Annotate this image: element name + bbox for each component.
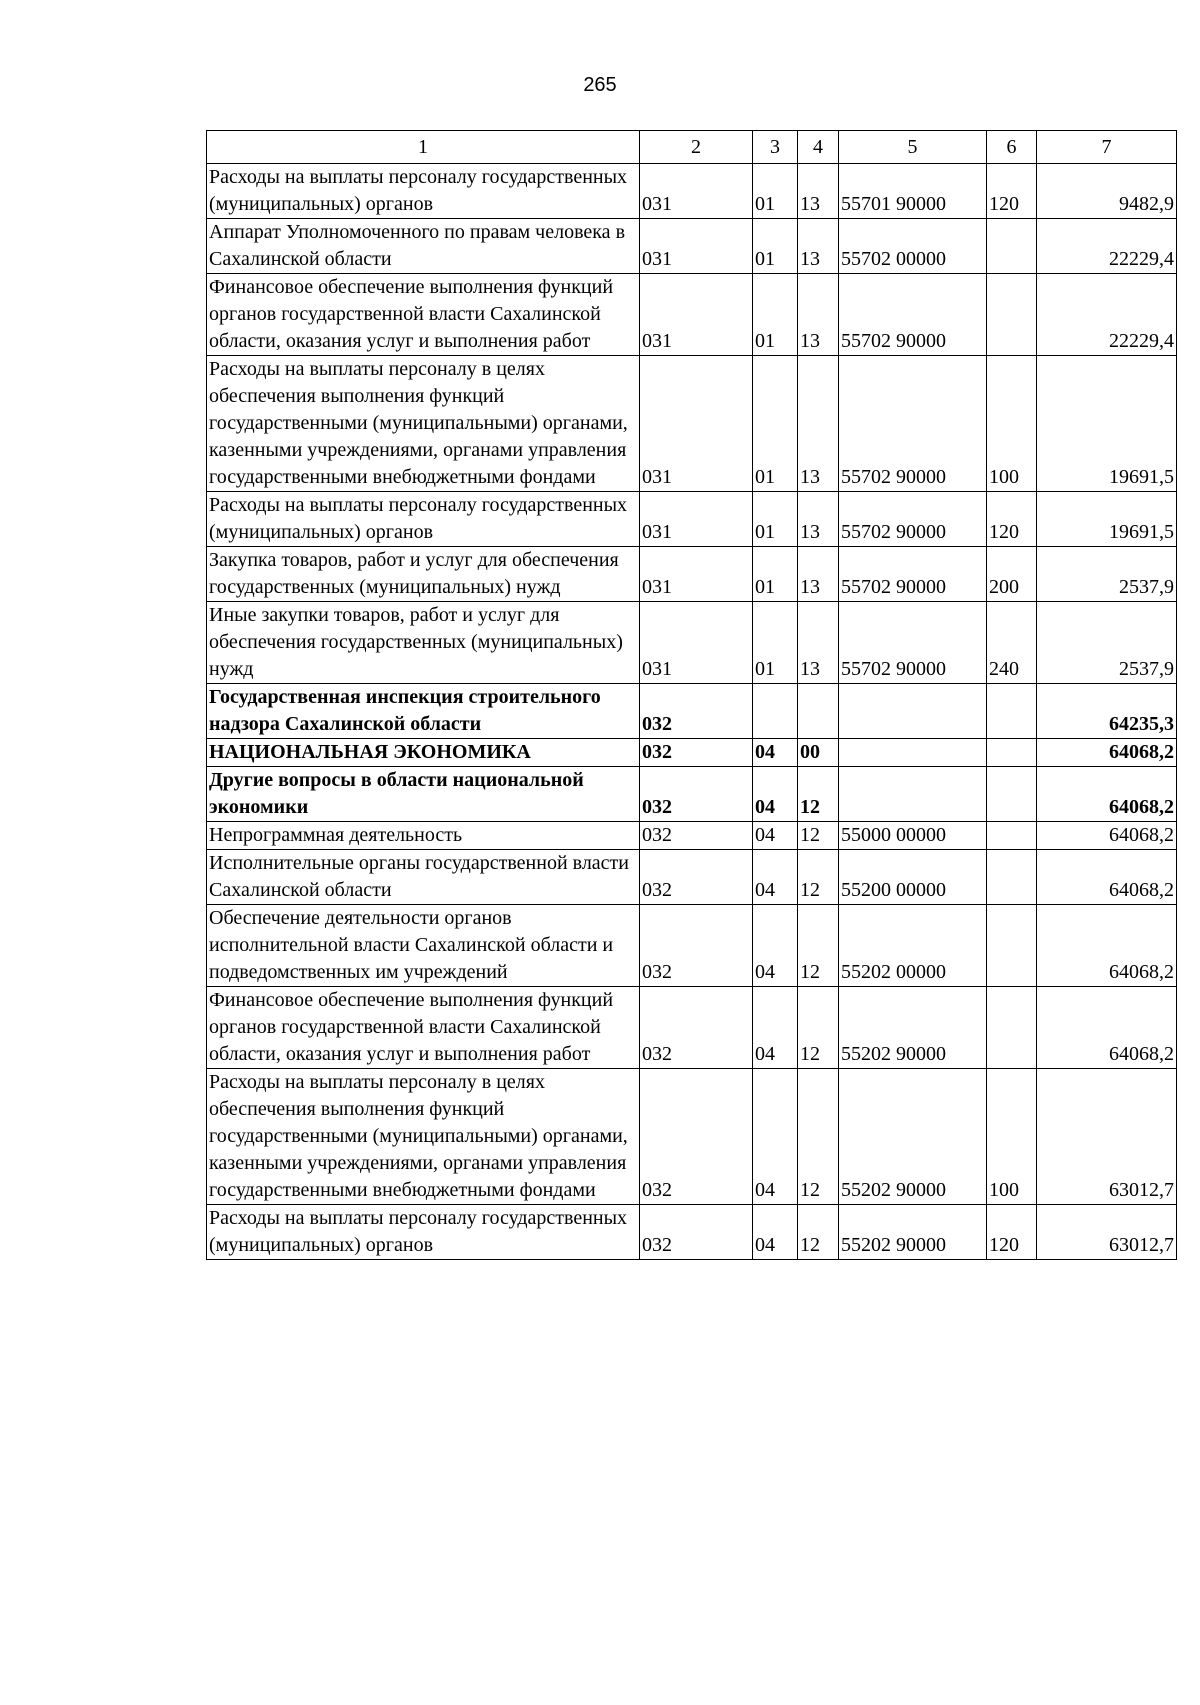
cell-name: Расходы на выплаты персоналу государственных (муниципальных) органов (207, 1205, 640, 1260)
cell-name: Расходы на выплаты персоналу в целях обеспечения выполнения функций государственными (муниципальными) органами, казенными учреждениями, органами управления государственными внебюджетными фондами (207, 1069, 640, 1205)
table-row (207, 164, 1177, 219)
table-row (207, 684, 1177, 739)
cell-col-6: 120 (987, 1205, 1037, 1260)
cell-name: Финансовое обеспечение выполнения функций органов государственной власти Сахалинской области, оказания услуг и выполнения работ (207, 987, 640, 1069)
cell-amount: 64068,2 (1037, 739, 1177, 767)
cell-col-5: 55202 90000 (839, 1205, 987, 1260)
cell-name: Расходы на выплаты персоналу государственных (муниципальных) органов (207, 164, 640, 219)
table-row (207, 822, 1177, 850)
cell-amount: 2537,9 (1037, 547, 1177, 602)
cell-col-4: 13 (798, 274, 839, 356)
cell-col-2: 031 (640, 164, 753, 219)
cell-col-2: 032 (640, 684, 753, 739)
cell-col-6: 100 (987, 356, 1037, 492)
cell-col-3: 04 (753, 987, 798, 1069)
cell-col-2: 031 (640, 492, 753, 547)
cell-col-2: 031 (640, 602, 753, 684)
cell-col-6 (987, 219, 1037, 274)
table-row (207, 602, 1177, 684)
cell-col-3: 04 (753, 1069, 798, 1205)
cell-col-5: 55202 00000 (839, 905, 987, 987)
cell-col-6: 240 (987, 602, 1037, 684)
table-row (207, 1069, 1177, 1205)
cell-col-3: 01 (753, 547, 798, 602)
table-row (207, 767, 1177, 822)
cell-name: Государственная инспекция строительного надзора Сахалинской области (207, 684, 640, 739)
cell-col-4: 00 (798, 739, 839, 767)
column-header-7: 7 (1037, 131, 1177, 164)
cell-col-6 (987, 822, 1037, 850)
cell-col-4: 13 (798, 219, 839, 274)
cell-amount: 22229,4 (1037, 274, 1177, 356)
column-header-1: 1 (207, 131, 640, 164)
cell-amount: 64068,2 (1037, 905, 1177, 987)
cell-name: Расходы на выплаты персоналу в целях обеспечения выполнения функций государственными (муниципальными) органами, казенными учреждениями, органами управления государственными внебюджетными фондами (207, 356, 640, 492)
cell-col-2: 032 (640, 1069, 753, 1205)
column-header-4: 4 (798, 131, 839, 164)
cell-col-2: 032 (640, 987, 753, 1069)
table-row (207, 547, 1177, 602)
cell-col-4: 13 (798, 164, 839, 219)
cell-name: НАЦИОНАЛЬНАЯ ЭКОНОМИКА (207, 739, 640, 767)
cell-col-5 (839, 739, 987, 767)
cell-amount: 64068,2 (1037, 822, 1177, 850)
cell-col-4: 12 (798, 987, 839, 1069)
cell-col-2: 031 (640, 356, 753, 492)
cell-amount: 63012,7 (1037, 1205, 1177, 1260)
table-row (207, 1205, 1177, 1260)
cell-col-5: 55200 00000 (839, 850, 987, 905)
column-header-6: 6 (987, 131, 1037, 164)
cell-col-6 (987, 905, 1037, 987)
cell-col-2: 031 (640, 547, 753, 602)
cell-col-5: 55702 90000 (839, 492, 987, 547)
cell-amount: 19691,5 (1037, 492, 1177, 547)
cell-amount: 64068,2 (1037, 767, 1177, 822)
cell-col-6 (987, 987, 1037, 1069)
cell-col-5: 55202 90000 (839, 987, 987, 1069)
column-header-5: 5 (839, 131, 987, 164)
cell-name: Иные закупки товаров, работ и услуг для обеспечения государственных (муниципальных) нужд (207, 602, 640, 684)
cell-col-2: 032 (640, 850, 753, 905)
cell-col-6: 120 (987, 492, 1037, 547)
cell-col-5: 55702 00000 (839, 219, 987, 274)
table-row (207, 219, 1177, 274)
cell-col-3: 04 (753, 905, 798, 987)
cell-col-3: 01 (753, 602, 798, 684)
cell-col-3: 04 (753, 850, 798, 905)
cell-col-3 (753, 684, 798, 739)
page-number: 265 (583, 74, 617, 96)
cell-col-4 (798, 684, 839, 739)
table-row (207, 987, 1177, 1069)
table-row (207, 850, 1177, 905)
table-row (207, 905, 1177, 987)
cell-col-4: 13 (798, 602, 839, 684)
cell-col-3: 04 (753, 767, 798, 822)
cell-col-5: 55202 90000 (839, 1069, 987, 1205)
cell-col-6: 100 (987, 1069, 1037, 1205)
table-row (207, 492, 1177, 547)
cell-col-6 (987, 739, 1037, 767)
cell-col-2: 031 (640, 274, 753, 356)
table-row (207, 739, 1177, 767)
cell-name: Непрограммная деятельность (207, 822, 640, 850)
cell-col-3: 01 (753, 492, 798, 547)
cell-col-3: 04 (753, 822, 798, 850)
cell-col-4: 12 (798, 1069, 839, 1205)
cell-amount: 63012,7 (1037, 1069, 1177, 1205)
cell-col-5: 55000 00000 (839, 822, 987, 850)
budget-table (206, 130, 1177, 1260)
cell-col-6 (987, 767, 1037, 822)
cell-col-4: 13 (798, 492, 839, 547)
cell-amount: 22229,4 (1037, 219, 1177, 274)
cell-col-5: 55701 90000 (839, 164, 987, 219)
cell-amount: 2537,9 (1037, 602, 1177, 684)
table-row (207, 274, 1177, 356)
cell-col-4: 13 (798, 356, 839, 492)
cell-col-4: 12 (798, 905, 839, 987)
cell-name: Аппарат Уполномоченного по правам человека в Сахалинской области (207, 219, 640, 274)
cell-col-2: 031 (640, 219, 753, 274)
cell-col-2: 032 (640, 739, 753, 767)
cell-name: Исполнительные органы государственной власти Сахалинской области (207, 850, 640, 905)
cell-col-3: 01 (753, 219, 798, 274)
cell-name: Финансовое обеспечение выполнения функций органов государственной власти Сахалинской области, оказания услуг и выполнения работ (207, 274, 640, 356)
cell-col-5: 55702 90000 (839, 356, 987, 492)
cell-col-6 (987, 684, 1037, 739)
cell-col-3: 04 (753, 1205, 798, 1260)
cell-amount: 64068,2 (1037, 987, 1177, 1069)
cell-name: Расходы на выплаты персоналу государственных (муниципальных) органов (207, 492, 640, 547)
cell-col-3: 01 (753, 274, 798, 356)
cell-col-4: 13 (798, 547, 839, 602)
cell-col-4: 12 (798, 822, 839, 850)
cell-amount: 19691,5 (1037, 356, 1177, 492)
cell-col-2: 032 (640, 1205, 753, 1260)
cell-col-4: 12 (798, 850, 839, 905)
table-header-row (207, 131, 1177, 164)
cell-amount: 64235,3 (1037, 684, 1177, 739)
cell-col-6 (987, 850, 1037, 905)
cell-col-5 (839, 767, 987, 822)
cell-col-2: 032 (640, 767, 753, 822)
cell-col-6: 120 (987, 164, 1037, 219)
column-header-2: 2 (640, 131, 753, 164)
cell-col-3: 04 (753, 739, 798, 767)
table-body (207, 164, 1177, 1260)
cell-col-6 (987, 274, 1037, 356)
cell-col-3: 01 (753, 164, 798, 219)
cell-col-5: 55702 90000 (839, 274, 987, 356)
cell-amount: 9482,9 (1037, 164, 1177, 219)
cell-col-4: 12 (798, 1205, 839, 1260)
cell-col-5: 55702 90000 (839, 602, 987, 684)
column-header-3: 3 (753, 131, 798, 164)
cell-col-2: 032 (640, 822, 753, 850)
cell-amount: 64068,2 (1037, 850, 1177, 905)
cell-col-5 (839, 684, 987, 739)
cell-col-2: 032 (640, 905, 753, 987)
cell-col-5: 55702 90000 (839, 547, 987, 602)
cell-name: Другие вопросы в области национальной экономики (207, 767, 640, 822)
cell-col-3: 01 (753, 356, 798, 492)
cell-name: Закупка товаров, работ и услуг для обеспечения государственных (муниципальных) нужд (207, 547, 640, 602)
table-row (207, 356, 1177, 492)
cell-name: Обеспечение деятельности органов исполнительной власти Сахалинской области и подведомственных им учреждений (207, 905, 640, 987)
cell-col-6: 200 (987, 547, 1037, 602)
cell-col-4: 12 (798, 767, 839, 822)
